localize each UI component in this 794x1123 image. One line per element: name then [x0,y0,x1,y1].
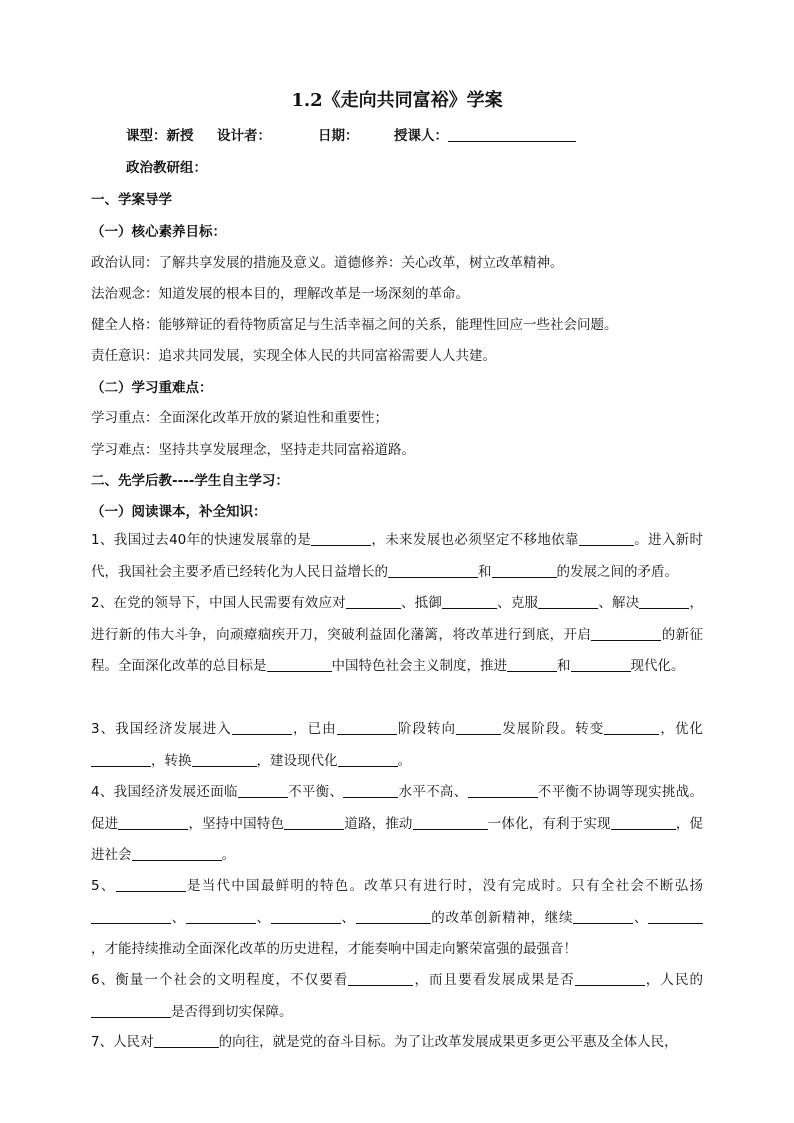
fill-blank[interactable] [413,815,488,830]
fill-blank[interactable] [192,752,257,767]
fill-blank[interactable] [338,752,398,767]
fill-blank[interactable] [639,594,689,609]
goal-law: 法治观念：知道发展的根本目的，理解改革是一场深刻的革命。 [91,286,469,302]
question-6 [91,965,703,1028]
fill-blank[interactable] [116,877,186,892]
question-text: ，转换 [151,752,192,769]
question-text: 、 [255,909,271,926]
fill-blank[interactable] [573,909,633,924]
fill-blank[interactable] [91,752,151,767]
question-text: ，而且要看发展成果是否 [413,972,575,988]
fill-blank[interactable] [571,657,631,672]
subsection-heading: （二）学习重难点： [91,380,213,396]
question-text: 、 [633,909,649,926]
fill-blank[interactable] [507,657,557,672]
question-text: 3、我国经济发展进入 [91,721,232,737]
question-4 [91,777,703,872]
difficult-point: 学习难点：坚持共享发展理念，坚持走共同富裕道路。 [91,442,415,458]
question-text: 。 [397,752,411,769]
lecturer-label [394,124,576,144]
fill-blank[interactable] [267,657,332,672]
fill-blank[interactable] [604,720,659,735]
fill-blank[interactable] [343,783,398,798]
question-text: 5、 [91,878,116,894]
question-text: 和 [557,658,571,674]
subsection-heading: （一）阅读课本，补全知识： [91,504,267,520]
fill-blank[interactable] [118,815,188,830]
goal-political: 政治认同：了解共享发展的措施及意义。道德修养：关心改革，树立改革精神。 [91,255,564,271]
question-text: 、 [171,909,186,926]
question-text: 7、人民对 [91,1034,154,1050]
fill-blank[interactable] [132,846,222,861]
question-text: ，进行新的伟大斗争，向顽瘴痼疾开刀，突破利益固化藩篱，将改革进行到底，开启 [91,595,704,643]
question-text: 、克服 [497,595,539,611]
fill-blank[interactable] [468,783,538,798]
question-text: 发展阶段。转变 [501,721,605,737]
fill-blank[interactable] [538,594,598,609]
question-text: 、解决 [598,595,640,611]
question-text: 的新征程。全面深化改革的总目标是 [91,626,704,674]
fill-blank[interactable] [271,909,341,924]
subsection-heading: （一）核心素养目标： [91,224,226,240]
question-text: 2、在党的领导下，中国人民需要有效应对 [91,595,346,611]
fill-blank[interactable] [232,720,292,735]
fill-blank[interactable] [154,1033,219,1048]
fill-blank[interactable] [91,909,171,924]
fill-blank[interactable] [346,594,401,609]
question-text: 、抵御 [400,595,442,611]
goal-personality: 健全人格：能够辩证的看待物质富足与生活幸福之间的关系，能理性回应一些社会问题。 [91,317,618,333]
question-text: 4、我国经济发展还面临 [91,784,238,800]
fill-blank[interactable] [591,626,661,641]
question-text: ，促进社会 [91,815,704,863]
question-1 [91,525,703,588]
fill-blank[interactable] [648,909,703,924]
fill-blank[interactable] [238,783,288,798]
fill-blank[interactable] [348,971,413,986]
question-text: 6、衡量一个社会的文明程度，不仅要看 [91,972,349,988]
question-2 [91,588,703,683]
question-text: 是当代中国最鲜明的特色。改革只有进行时，没有完成时。只有全社会不断弘扬 [185,878,703,894]
fill-blank[interactable] [492,563,557,578]
question-text: 。 [221,847,235,863]
question-text: 道路，推动 [344,815,413,832]
question-text: 1、我国过去40年的快速发展靠的是 [91,532,312,548]
fill-blank[interactable] [442,594,497,609]
question-text: ，未来发展也必须坚定不移地依靠 [371,532,579,548]
question-text: ，建设现代化 [256,752,338,769]
question-7 [91,1027,703,1059]
fill-blank[interactable] [337,720,397,735]
fill-blank[interactable] [579,531,634,546]
question-text: 是否得到切实保障。 [171,1003,293,1020]
lecturer-blank [448,127,576,142]
fill-blank[interactable] [311,531,371,546]
fill-blank[interactable] [91,1003,171,1018]
question-text: 和 [478,563,492,580]
section-heading: 一、学案导学 [91,192,172,208]
fill-blank[interactable] [611,815,676,830]
question-3 [91,714,703,777]
fill-blank[interactable] [284,815,344,830]
question-text: 阶段转向 [396,721,457,737]
fill-blank[interactable] [456,720,501,735]
page-title: 1.2《走向共同富裕》学案 [291,90,503,111]
question-text: 不平衡不协调等现实挑战。促进 [91,784,704,832]
group-label: 政治教研组： [126,160,207,176]
goal-responsibility: 责任意识：追求共同发展，实现全体人民的共同富裕需要人人共建。 [91,348,496,364]
question-text: 。进入新时代，我国社会主要矛盾已经转化为人民日益增长的 [91,532,704,580]
key-point: 学习重点：全面深化改革开放的紧迫性和重要性； [91,410,388,426]
question-text: 现代化。 [630,658,685,674]
question-text: 、 [340,909,356,926]
fill-blank[interactable] [575,971,645,986]
question-text: ，优化 [659,721,704,737]
designer-label: 设计者： [217,128,271,144]
question-text: 的改革创新精神，继续 [430,909,574,926]
question-text: ，已由 [291,721,337,737]
question-text: ，坚持中国特色 [188,815,285,832]
fill-blank[interactable] [356,909,431,924]
course-type-label: 课型：新授 [126,128,194,144]
lecturer-text: 授课人： [394,128,448,144]
question-text: ，人民的 [644,972,704,988]
question-text: 水平不高、 [398,784,468,800]
question-text: 的向往，就是党的奋斗目标。为了让改革发展成果更多更公平惠及全体人民， [218,1034,678,1050]
question-text: ，才能持续推动全面深化改革的历史进程，才能奏响中国走向繁荣富强的最强音！ [91,941,577,957]
question-5 [91,871,703,966]
section-heading: 二、先学后教----学生自主学习： [91,473,289,489]
date-label: 日期： [318,128,359,144]
question-text: 一体化，有利于实现 [487,815,611,832]
question-text: 中国特色社会主义制度，推进 [331,658,507,674]
fill-blank[interactable] [388,563,478,578]
fill-blank[interactable] [186,909,256,924]
question-text: 的发展之间的矛盾。 [556,563,678,580]
question-text: 不平衡、 [287,784,344,800]
